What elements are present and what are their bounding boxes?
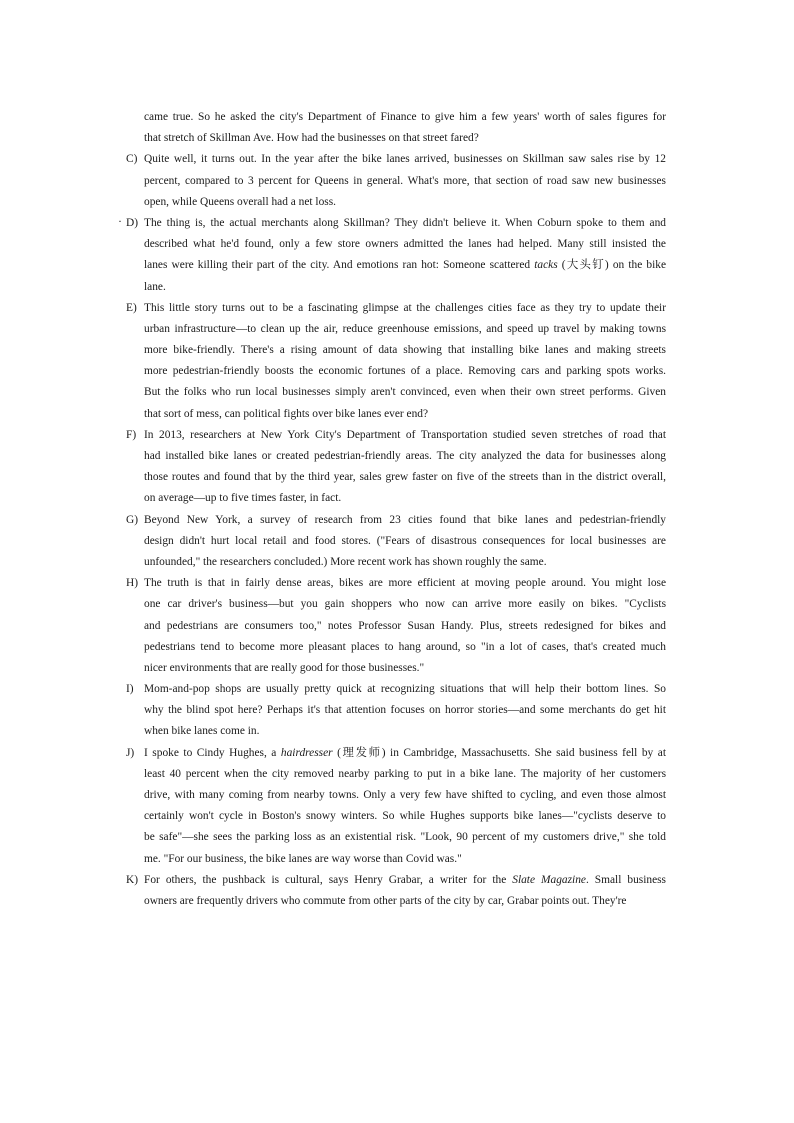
paragraph (126, 573, 666, 679)
text-line: me. "For our business, the bike lanes are way worse than Covid was." (144, 852, 462, 865)
paragraph-letter: C) (126, 153, 138, 166)
paragraph (126, 298, 666, 425)
text-line: when bike lanes come in. (144, 725, 260, 738)
text-line: design didn't hurt local retail and food stores. ("Fears of disastrous consequences for local businesses are (144, 534, 666, 547)
text-line: that stretch of Skillman Ave. How had the businesses on that street fared? (144, 132, 479, 145)
text-line: nicer environments that are really good for those businesses." (144, 661, 425, 674)
paragraph-letter: K) (126, 873, 139, 886)
text-line: owners are frequently drivers who commute from other parts of the city by car, Grabar points out. They're (144, 894, 627, 907)
paragraph-letter: H) (126, 577, 139, 590)
text-line: lanes were killing their part of the city. And emotions ran hot: Someone scattered tacks (大头钉) on the bike (144, 259, 667, 272)
text-line: urban infrastructure—to clean up the air, reduce greenhouse emissions, and speed up travel by making towns (144, 322, 666, 335)
paragraph (126, 510, 666, 574)
text-line: described what he'd found, only a few store owners admitted the lanes had helped. Many still insisted the (144, 238, 666, 251)
text-line: Mom-and-pop shops are usually pretty quick at recognizing situations that will help their bottom lines. So (144, 683, 666, 696)
stray-mark: · (118, 214, 122, 228)
paragraph (126, 149, 666, 213)
paragraph (126, 743, 666, 870)
text-line: This little story turns out to be a fascinating glimpse at the challenges cities face as they try to update their (144, 301, 666, 314)
text-line: had installed bike lanes or created pedestrian-friendly areas. The city analyzed the data for businesses along (144, 450, 666, 462)
text-line: For others, the pushback is cultural, says Henry Grabar, a writer for the Slate Magazine. Small business (144, 873, 666, 886)
text-line: those routes and found that by the third year, sales grew faster on five of the streets than in the district overall, (144, 471, 666, 484)
text-line: that sort of mess, can political fights over bike lanes ever end? (144, 407, 429, 420)
text-line: lane. (144, 280, 166, 293)
paragraph-letter: E) (126, 301, 137, 314)
text-line: In 2013, researchers at New York City's Department of Transportation studied seven stretches of road that (144, 428, 666, 441)
text-line: one car driver's business—but you gain shoppers who now can arrive more easily on bikes. "Cyclists (144, 598, 666, 611)
paragraph-letter: G) (126, 513, 139, 526)
text-line: percent, compared to 3 percent for Queens in general. What's more, that section of road saw new businesses (144, 174, 666, 187)
text-line: more bike-friendly. There's a rising amount of data showing that installing bike lanes and making streets (144, 344, 666, 357)
text-line: least 40 percent when the city removed nearby parking to put in a bike lane. The majority of her customers (144, 767, 666, 780)
text-line: certainly won't cycle in Boston's snowy winters. So while Hughes supports bike lanes—"cyclists deserve to (144, 810, 666, 823)
text-line: pedestrians tend to become more pleasant places to hang around, so "in a lot of cases, that's created much (144, 640, 666, 653)
text-line: open, while Queens overall had a net loss. (144, 195, 337, 208)
paragraph-letter: D) (126, 216, 139, 229)
paragraph-letter: J) (126, 746, 135, 759)
text-line: came true. So he asked the city's Department of Finance to give him a few years' worth of sales figures for (144, 111, 666, 123)
text-line: I spoke to Cindy Hughes, a hairdresser (理发师) in Cambridge, Massachusetts. She said business fell by at (144, 746, 666, 759)
text-line: The truth is that in fairly dense areas, bikes are more efficient at moving people around. You might lose (144, 577, 666, 590)
paragraph (126, 870, 666, 912)
text-line: Quite well, it turns out. In the year after the bike lanes arrived, businesses on Skillman saw sales rise by 12 (144, 153, 666, 166)
paragraph (126, 425, 666, 510)
text-line: But the folks who run local businesses simply aren't convinced, even when their own street performs. Given (144, 386, 666, 399)
text-line: and pedestrians are consumers too," notes Professor Susan Handy. Plus, streets redesigned for bikes and (144, 619, 666, 632)
text-line: The thing is, the actual merchants along Skillman? They didn't believe it. When Coburn spoke to them and (144, 216, 666, 229)
paragraph-letter: I) (126, 683, 134, 696)
paragraph (126, 107, 666, 149)
text-line: Beyond New York, a survey of research from 23 cities found that bike lanes and pedestrian-friendly (144, 513, 666, 526)
paragraph (126, 213, 666, 298)
text-line: drive, with many coming from nearby towns. Only a very few have shifted to cycling, and even those almost (144, 789, 666, 801)
text-line: on average—up to five times faster, in fact. (144, 492, 342, 505)
paragraph (126, 679, 666, 743)
paragraph-letter: F) (126, 428, 137, 441)
text-line: unfounded," the researchers concluded.) More recent work has shown roughly the same. (144, 555, 547, 568)
text-line: be safe"—she sees the parking loss as an existential risk. "Look, 90 percent of my customers drive," she told (144, 831, 666, 844)
document-body (126, 107, 666, 912)
text-line: why the blind spot here? Perhaps it's that attention focuses on horror stories—and some merchants do get hit (144, 704, 666, 717)
text-line: more pedestrian-friendly boosts the economic fortunes of a place. Removing cars and parking spots works. (144, 365, 666, 378)
